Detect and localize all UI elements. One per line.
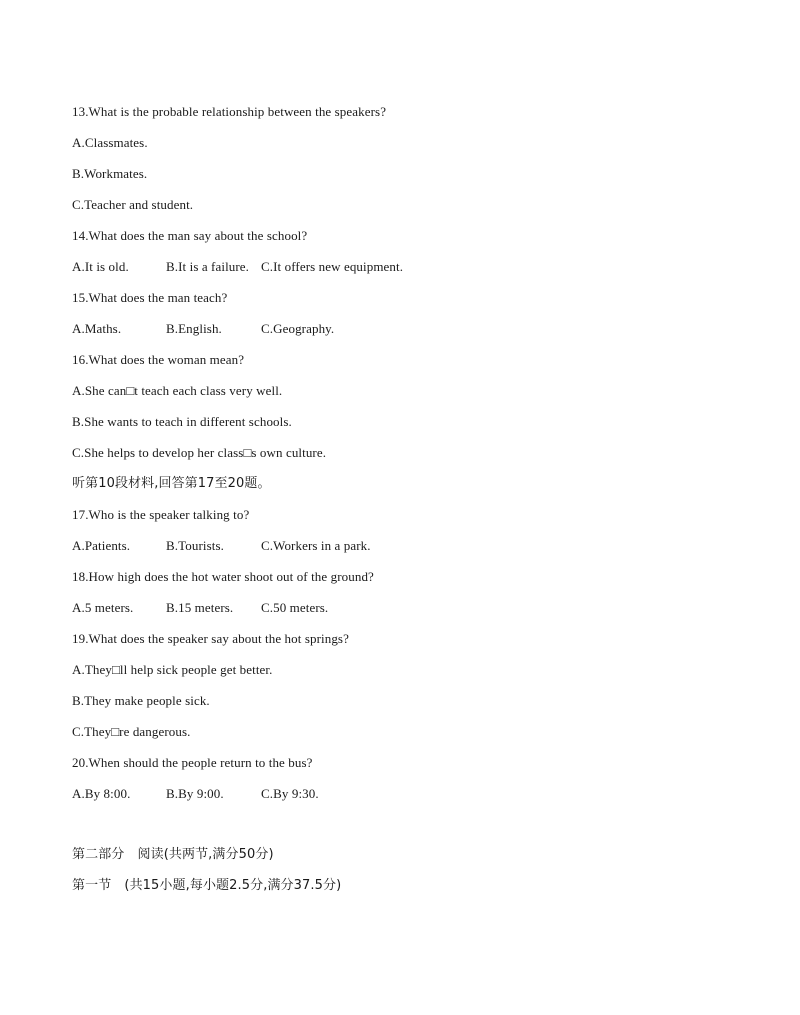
q14-option-c: C.It offers new equipment.	[261, 259, 404, 274]
q13-option-b: B.Workmates.	[72, 166, 148, 181]
q20-stem: 20.When should the people return to the bus?	[72, 755, 313, 770]
q14-options	[72, 259, 403, 275]
q17-option-c: C.Workers in a park.	[261, 538, 371, 553]
q18-stem: 18.How high does the hot water shoot out of the ground?	[72, 569, 374, 584]
q19-stem: 19.What does the speaker say about the hot springs?	[72, 631, 349, 646]
q16-stem: 16.What does the woman mean?	[72, 352, 245, 367]
q13-stem: 13.What is the probable relationship between the speakers?	[72, 104, 387, 119]
q18-option-a: A.5 meters.	[72, 600, 134, 615]
q15-option-c: C.Geography.	[261, 321, 335, 336]
q20-option-b: B.By 9:00.	[166, 786, 224, 801]
q19-option-b: B.They make people sick.	[72, 693, 210, 708]
q16-option-c: C.She helps to develop her class□s own culture.	[72, 445, 327, 460]
q20-option-a: A.By 8:00.	[72, 786, 131, 801]
q15-options	[72, 321, 334, 337]
q18-option-c: C.50 meters.	[261, 600, 329, 615]
q13-option-c: C.Teacher and student.	[72, 197, 194, 212]
part-2-section-1-heading: 第一节 (共15小题,每小题2.5分,满分37.5分)	[72, 878, 342, 893]
section-10-instruction: 听第10段材料,回答第17至20题。	[72, 476, 271, 491]
q20-option-c: C.By 9:30.	[261, 786, 319, 801]
q18-option-b: B.15 meters.	[166, 600, 234, 615]
q17-options	[72, 538, 371, 554]
q19-option-c: C.They□re dangerous.	[72, 724, 191, 739]
q16-option-a: A.She can□t teach each class very well.	[72, 383, 283, 398]
q13-option-a: A.Classmates.	[72, 135, 148, 150]
q14-option-a: A.It is old.	[72, 259, 129, 274]
q14-option-b: B.It is a failure.	[166, 259, 250, 274]
q17-stem: 17.Who is the speaker talking to?	[72, 507, 250, 522]
part-2-heading: 第二部分 阅读(共两节,满分50分)	[72, 847, 274, 862]
q14-stem: 14.What does the man say about the school?	[72, 228, 308, 243]
q16-option-b: B.She wants to teach in different schools.	[72, 414, 292, 429]
q19-option-a: A.They□ll help sick people get better.	[72, 662, 273, 677]
q17-option-a: A.Patients.	[72, 538, 131, 553]
q20-options	[72, 786, 319, 802]
q15-stem: 15.What does the man teach?	[72, 290, 228, 305]
q15-option-b: B.English.	[166, 321, 222, 336]
q18-options	[72, 600, 328, 616]
q15-option-a: A.Maths.	[72, 321, 122, 336]
q17-option-b: B.Tourists.	[166, 538, 224, 553]
